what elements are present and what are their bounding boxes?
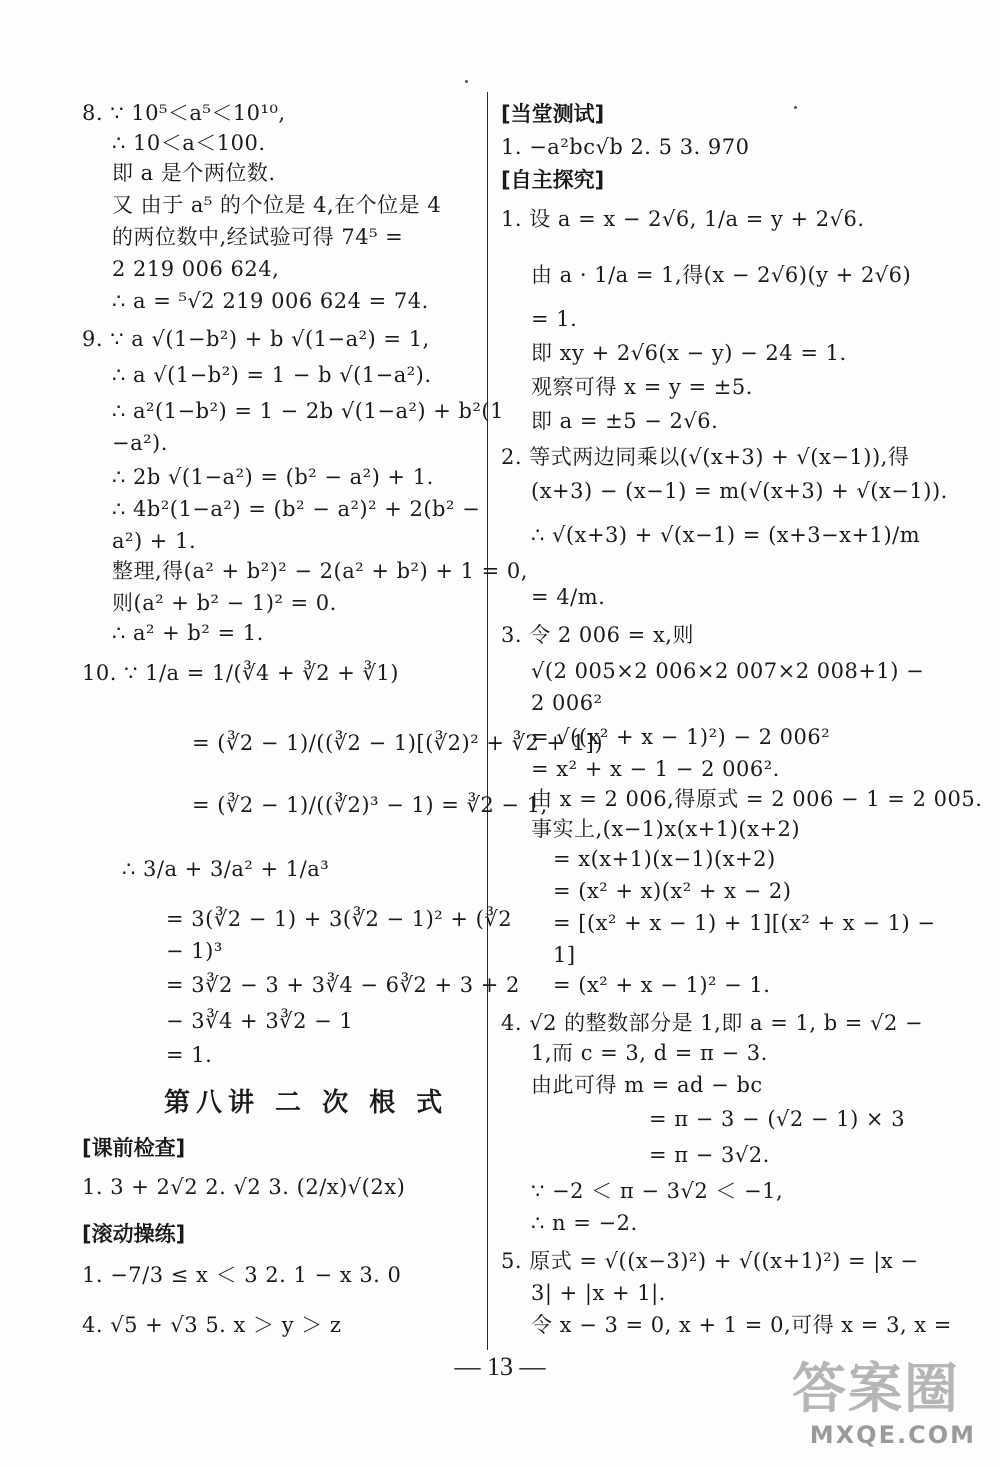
column-divider <box>487 92 488 1350</box>
section-rolling-practice: [滚动操练] <box>82 1222 186 1246</box>
watermark-logo <box>750 1357 990 1459</box>
e1-line-2: 由 a · 1/a = 1,得(x − 2√6)(y + 2√6) <box>531 263 912 287</box>
e5-line-2: 3| + |x + 1|. <box>531 1281 666 1305</box>
e3-line-3: 2 006² <box>531 691 603 715</box>
page-number: — 13 — <box>454 1352 546 1381</box>
e3-line-11: 1] <box>553 943 576 967</box>
q9-line-9: 则(a² + b² − 1)² = 0. <box>112 591 337 615</box>
e4-line-6: ∵ −2 ＜ π − 3√2 ＜ −1, <box>531 1179 784 1203</box>
e4-line-3: 由此可得 m = ad − bc <box>531 1073 763 1097</box>
e3-line-2: √(2 005×2 006×2 007×2 008+1) − <box>531 659 925 683</box>
e4-line-1: 4. √2 的整数部分是 1,即 a = 1, b = √2 − <box>501 1011 924 1035</box>
section-class-test: [当堂测试] <box>501 102 605 126</box>
speck <box>794 106 797 109</box>
e3-line-12: = (x² + x − 1)² − 1. <box>553 973 771 997</box>
q10-line-7: = 3∛2 − 3 + 3∛4 − 6∛2 + 3 + 2 <box>166 973 520 997</box>
e3-line-8: = x(x+1)(x−1)(x+2) <box>553 847 776 871</box>
q10-line-4: ∴ 3/a + 3/a² + 1/a³ <box>122 857 330 881</box>
q10-line-1: 10. ∵ 1/a = 1/(∛4 + ∛2 + ∛1) <box>82 661 399 685</box>
q8-line-6: 2 219 006 624, <box>112 257 280 281</box>
e1-line-5: 观察可得 x = y = ±5. <box>531 375 753 399</box>
speck <box>465 80 468 83</box>
e3-line-10: = [(x² + x − 1) + 1][(x² + x − 1) − <box>553 911 936 935</box>
section-self-explore: [自主探究] <box>501 168 605 192</box>
e3-line-4: = √((x² + x − 1)²) − 2 006² <box>531 725 831 749</box>
rolling-answers-1: 1. −7/3 ≤ x ＜ 3 2. 1 − x 3. 0 <box>82 1263 402 1287</box>
q9-line-3: ∴ a²(1−b²) = 1 − 2b √(1−a²) + b²(1 <box>112 399 504 423</box>
q10-line-8: − 3∛4 + 3∛2 − 1 <box>166 1009 354 1033</box>
q9-line-6: ∴ 4b²(1−a²) = (b² − a²)² + 2(b² − <box>112 497 481 521</box>
q9-line-10: ∴ a² + b² = 1. <box>112 621 264 645</box>
e5-line-1: 5. 原式 = √((x−3)²) + √((x+1)²) = |x − <box>501 1249 919 1273</box>
watermark-site: MXQE.COM <box>809 1421 976 1449</box>
rolling-answers-2: 4. √5 + √3 5. x ＞ y ＞ z <box>82 1313 342 1337</box>
q9-line-7: a²) + 1. <box>112 529 197 553</box>
e1-line-4: 即 xy + 2√6(x − y) − 24 = 1. <box>531 341 847 365</box>
q8-line-4: 又 由于 a⁵ 的个位是 4,在个位是 4 <box>112 193 442 217</box>
e3-line-1: 3. 令 2 006 = x,则 <box>501 623 694 647</box>
q8-line-1: 8. ∵ 10⁵＜a⁵＜10¹⁰, <box>82 101 286 125</box>
lecture-title: 第八讲 二 次 根 式 <box>164 1088 449 1118</box>
watermark-glyphs: 答案圈 <box>792 1357 960 1420</box>
section-pre-check: [课前检查] <box>82 1136 186 1160</box>
e5-line-3: 令 x − 3 = 0, x + 1 = 0,可得 x = 3, x = <box>531 1313 952 1337</box>
e2-line-4: = 4/m. <box>531 585 606 609</box>
e4-line-5: = π − 3√2. <box>649 1143 770 1167</box>
e1-line-3: = 1. <box>531 307 578 331</box>
q10-line-9: = 1. <box>166 1043 213 1067</box>
q9-line-1: 9. ∵ a √(1−b²) + b √(1−a²) = 1, <box>82 327 430 351</box>
q8-line-2: ∴ 10＜a＜100. <box>112 131 266 155</box>
e2-line-3: ∴ √(x+3) + √(x−1) = (x+3−x+1)/m <box>531 523 921 547</box>
e1-line-1: 1. 设 a = x − 2√6, 1/a = y + 2√6. <box>501 207 865 231</box>
q10-line-5: = 3(∛2 − 1) + 3(∛2 − 1)² + (∛2 <box>166 907 513 931</box>
q10-line-2: = (∛2 − 1)/((∛2 − 1)[(∛2)² + ∛2 + 1]) <box>192 731 604 755</box>
class-test-answers: 1. −a²bc√b 2. 5 3. 970 <box>501 135 750 159</box>
q8-line-3: 即 a 是个两位数. <box>112 161 276 185</box>
q9-line-2: ∴ a √(1−b²) = 1 − b √(1−a²). <box>112 363 432 387</box>
e4-line-7: ∴ n = −2. <box>531 1211 638 1235</box>
e4-line-4: = π − 3 − (√2 − 1) × 3 <box>649 1107 906 1131</box>
pre-check-answers: 1. 3 + 2√2 2. √2 3. (2/x)√(2x) <box>82 1175 406 1199</box>
q10-line-6: − 1)³ <box>166 939 223 963</box>
e2-line-2: (x+3) − (x−1) = m(√(x+3) + √(x−1)). <box>531 479 948 503</box>
e3-line-7: 事实上,(x−1)x(x+1)(x+2) <box>531 817 801 841</box>
e3-line-6: 由 x = 2 006,得原式 = 2 006 − 1 = 2 005. <box>531 787 983 811</box>
e2-line-1: 2. 等式两边同乘以(√(x+3) + √(x−1)),得 <box>501 445 910 469</box>
q9-line-5: ∴ 2b √(1−a²) = (b² − a²) + 1. <box>112 465 434 489</box>
q9-line-8: 整理,得(a² + b²)² − 2(a² + b²) + 1 = 0, <box>112 559 528 583</box>
e3-line-5: = x² + x − 1 − 2 006². <box>531 757 780 781</box>
e3-line-9: = (x² + x)(x² + x − 2) <box>553 879 792 903</box>
e1-line-6: 即 a = ±5 − 2√6. <box>531 409 719 433</box>
q10-line-3: = (∛2 − 1)/((∛2)³ − 1) = ∛2 − 1, <box>192 793 548 817</box>
e4-line-2: 1,而 c = 3, d = π − 3. <box>531 1041 768 1065</box>
q9-line-4: −a²). <box>112 431 168 455</box>
q8-line-7: ∴ a = ⁵√2 219 006 624 = 74. <box>112 289 429 313</box>
q8-line-5: 的两位数中,经试验可得 74⁵ = <box>112 225 404 249</box>
